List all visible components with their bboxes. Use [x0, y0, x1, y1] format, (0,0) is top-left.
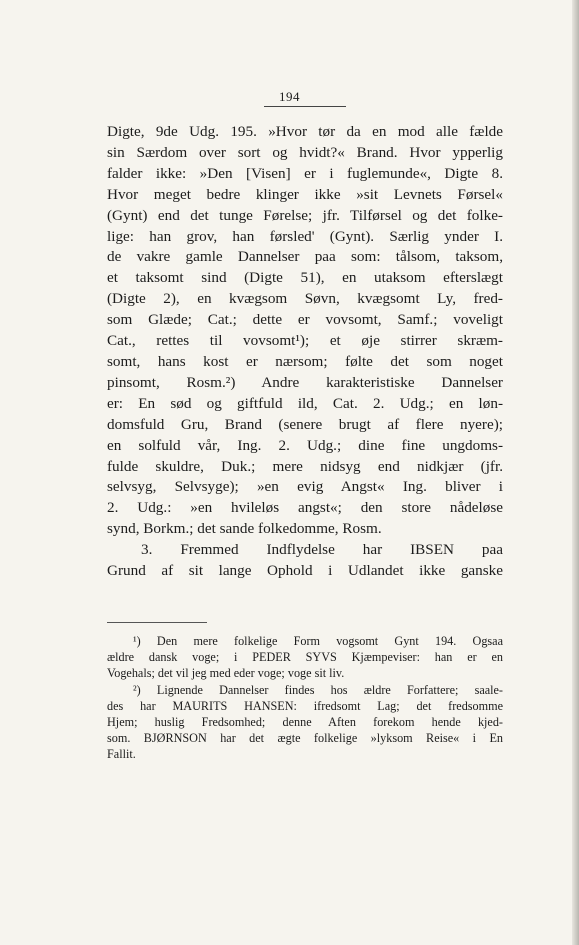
footnote-1-line: Vogehals; det vil jeg med eder voge; voge sit liv. [107, 666, 345, 681]
footnote-2-line: som. BJØRNSON har det ægte folkelige »lyksom Reise« i En [107, 731, 503, 746]
text-line: som Glæde; Cat.; dette er vovsomt, Samf.; voveligt [107, 311, 503, 329]
text-line: de vakre gamle Dannelser paa som: tålsom, taksom, [107, 248, 503, 266]
text-line: 2. Udg.: »en hvileløs angst«; den store nådeløse [107, 499, 503, 517]
text-line: Grund af sit lange Ophold i Udlandet ikke ganske [107, 562, 503, 580]
text-line: pinsomt, Rosm.²) Andre karakteristiske Dannelser [107, 373, 503, 391]
page-edge-shadow [572, 0, 579, 945]
text-line: er: En sød og giftfuld ild, Cat. 2. Udg.; en løn- [107, 394, 503, 412]
footnote-2-line: des har MAURITS HANSEN: ifredsomt Lag; det fredsomme [107, 698, 503, 713]
section-heading-line: 3. Fremmed Indflydelse har IBSEN paa [141, 541, 503, 559]
text-line: (Gynt) end det tunge Førelse; jfr. Tilførsel og det folke- [107, 206, 503, 224]
text-line: Cat., rettes til vovsomt¹); et øje stirrer skræm- [107, 332, 503, 350]
text-line: selvsyg, Selvsyge); »en evig Angst« Ing. bliver i [107, 478, 503, 496]
text-line: synd, Borkm.; det sande folkedomme, Rosm. [107, 520, 382, 538]
text-line: en solfuld vår, Ing. 2. Udg.; dine fine ungdoms- [107, 436, 503, 454]
text-line: falder ikke: »Den [Visen] er i fuglemunde«, Digte 8. [107, 164, 503, 182]
body-text [107, 122, 503, 582]
text-line: et taksomt sind (Digte 51), en utaksom efterslægt [107, 269, 503, 287]
footnote-2-line: Hjem; huslig Fredsomhed; denne Aften forekom hende kjed- [107, 715, 503, 730]
text-line: somt, hans kost er nærsom; følte det som noget [107, 352, 503, 370]
footnotes [107, 633, 503, 763]
page-number: 194 [279, 89, 300, 104]
text-line: fulde skuldre, Duk.; mere nidsyg end nidkjær (jfr. [107, 457, 503, 475]
footnote-2-line: Fallit. [107, 747, 136, 762]
header-rule [264, 106, 346, 107]
footnote-2-line: ²) Lignende Dannelser findes hos ældre Forfattere; saale- [133, 682, 503, 697]
text-line: (Digte 2), en kvægsom Søvn, kvægsomt Ly, fred- [107, 290, 503, 308]
text-line: Digte, 9de Udg. 195. »Hvor tør da en mod alle fælde [107, 123, 503, 140]
footnote-1-line: ældre dansk voge; i PEDER SYVS Kjæmpeviser: han er en [107, 650, 503, 665]
footnote-rule [107, 622, 207, 623]
text-line: Hvor meget bedre klinger ikke »sit Levnets Førsel« [107, 185, 503, 203]
text-line: sin Særdom over sort og hvidt?« Brand. Hvor ypperlig [107, 143, 503, 161]
footnote-1-line: ¹) Den mere folkelige Form vogsomt Gynt 194. Ogsaa [133, 634, 503, 648]
text-line: lige: han grov, han førsled' (Gynt). Særlig ynder I. [107, 227, 503, 245]
text-line: domsfuld Gru, Brand (senere brugt af flere nyere); [107, 415, 503, 433]
